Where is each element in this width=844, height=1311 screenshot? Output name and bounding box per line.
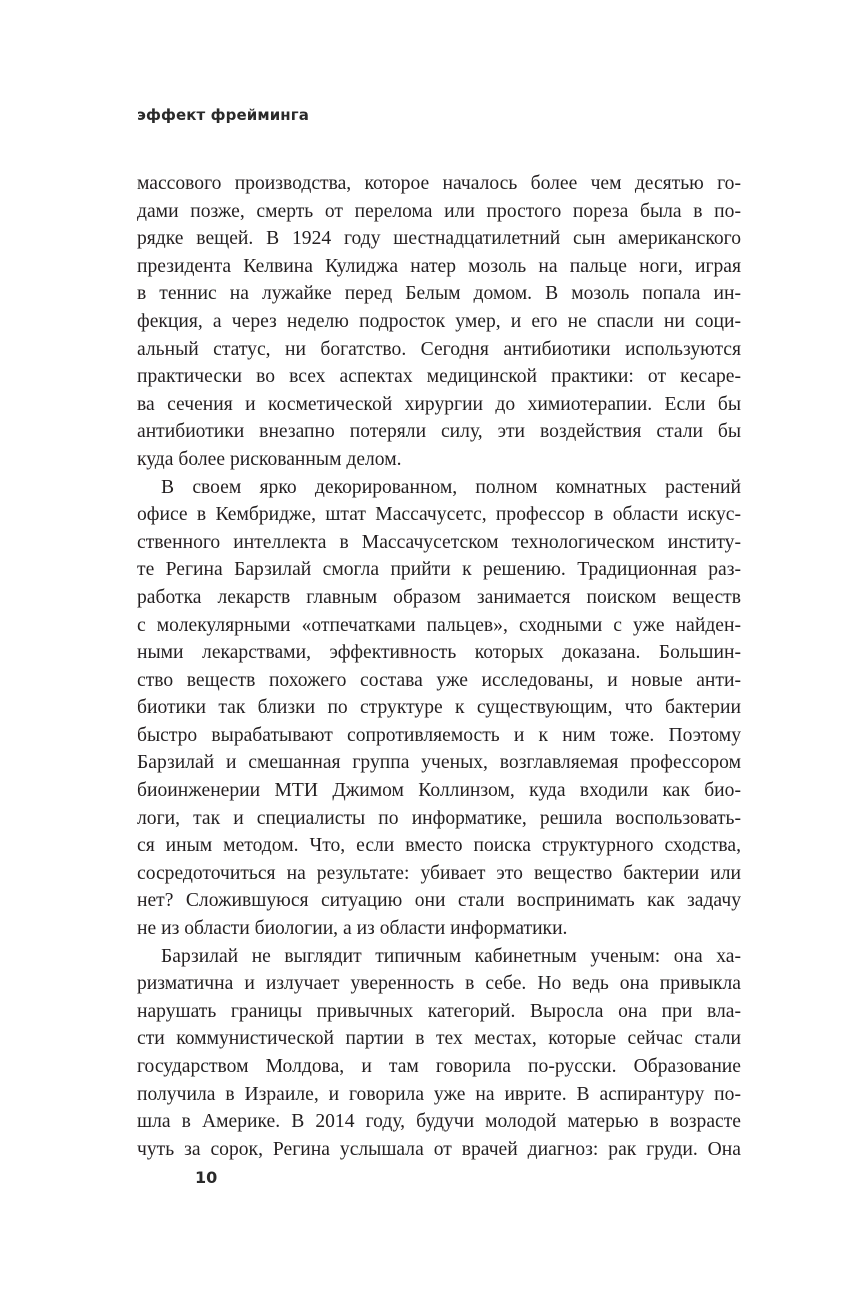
text-line: Барзилай и смешанная группа ученых, возглавляемая профессором <box>137 752 741 774</box>
text-line: ся иным методом. Что, если вместо поиска структурного сходства, <box>137 835 741 857</box>
text-line: рядке вещей. В 1924 году шестнадцатилетний сын американского <box>137 228 741 250</box>
text-line: президента Келвина Кулиджа натер мозоль на пальце ноги, играя <box>137 255 741 277</box>
running-header: эффект фрейминга <box>137 106 309 124</box>
body-text <box>137 170 741 1163</box>
text-line: сти коммунистической партии в тех местах, которые сейчас стали <box>137 1028 741 1050</box>
text-line: ство веществ похожего состава уже исследованы, и новые анти- <box>137 669 741 691</box>
text-line: шла в Америке. В 2014 году, будучи молодой матерью в возрасте <box>137 1111 741 1133</box>
text-line: офисе в Кембридже, штат Массачусетс, профессор в области искус- <box>137 504 741 526</box>
text-line: фекция, а через неделю подросток умер, и его не спасли ни соци- <box>137 310 741 332</box>
text-line: быстро вырабатывают сопротивляемость и к ним тоже. Поэтому <box>137 724 741 746</box>
text-line: не из области биологии, а из области информатики. <box>137 918 568 940</box>
page-number: 10 <box>195 1168 218 1187</box>
text-line: ственного интеллекта в Массачусетском технологическом институ- <box>137 531 741 553</box>
text-line: с молекулярными «отпечатками пальцев», сходными с уже найден- <box>137 614 741 636</box>
text-line: антибиотики внезапно потеряли силу, эти воздействия стали бы <box>137 421 741 443</box>
text-line: дами позже, смерть от перелома или простого пореза была в по- <box>137 200 741 222</box>
text-line: чуть за сорок, Регина услышала от врачей диагноз: рак груди. Она <box>137 1138 741 1160</box>
text-line: куда более рискованным делом. <box>137 448 402 470</box>
text-line: массового производства, которое началось более чем десятью го- <box>137 173 741 194</box>
text-line: ными лекарствами, эффективность которых доказана. Большин- <box>137 642 741 664</box>
text-line: государством Молдова, и там говорила по-русски. Образование <box>137 1056 741 1077</box>
text-line: работка лекарств главным образом занимается поиском веществ <box>137 586 741 608</box>
text-line: ва сечения и косметической хирургии до химиотерапии. Если бы <box>137 393 741 415</box>
text-line: те Регина Барзилай смогла прийти к решению. Традиционная раз- <box>137 559 741 581</box>
text-line: нет? Сложившуюся ситуацию они стали воспринимать как задачу <box>137 890 741 912</box>
text-line: практически во всех аспектах медицинской практики: от кесаре- <box>137 366 741 388</box>
text-line: альный статус, ни богатство. Сегодня антибиотики используются <box>137 338 741 360</box>
text-line: В своем ярко декорированном, полном комнатных растений <box>161 476 741 498</box>
text-line: нарушать границы привычных категорий. Выросла она при вла- <box>137 1000 741 1022</box>
text-line: получила в Израиле, и говорила уже на иврите. В аспирантуру по- <box>137 1083 741 1105</box>
text-line: Барзилай не выглядит типичным кабинетным ученым: она ха- <box>161 945 741 967</box>
text-line: логи, так и специалисты по информатике, решила воспользовать- <box>137 807 741 829</box>
text-line: биотики так близки по структуре к существующим, что бактерии <box>137 697 741 719</box>
text-line: в теннис на лужайке перед Белым домом. В мозоль попала ин- <box>137 283 741 305</box>
text-line: биоинженерии МТИ Джимом Коллинзом, куда входили как био- <box>137 780 741 802</box>
text-line: ризматична и излучает уверенность в себе. Но ведь она привыкла <box>137 973 741 995</box>
text-line: сосредоточиться на результате: убивает это вещество бактерии или <box>137 862 741 884</box>
